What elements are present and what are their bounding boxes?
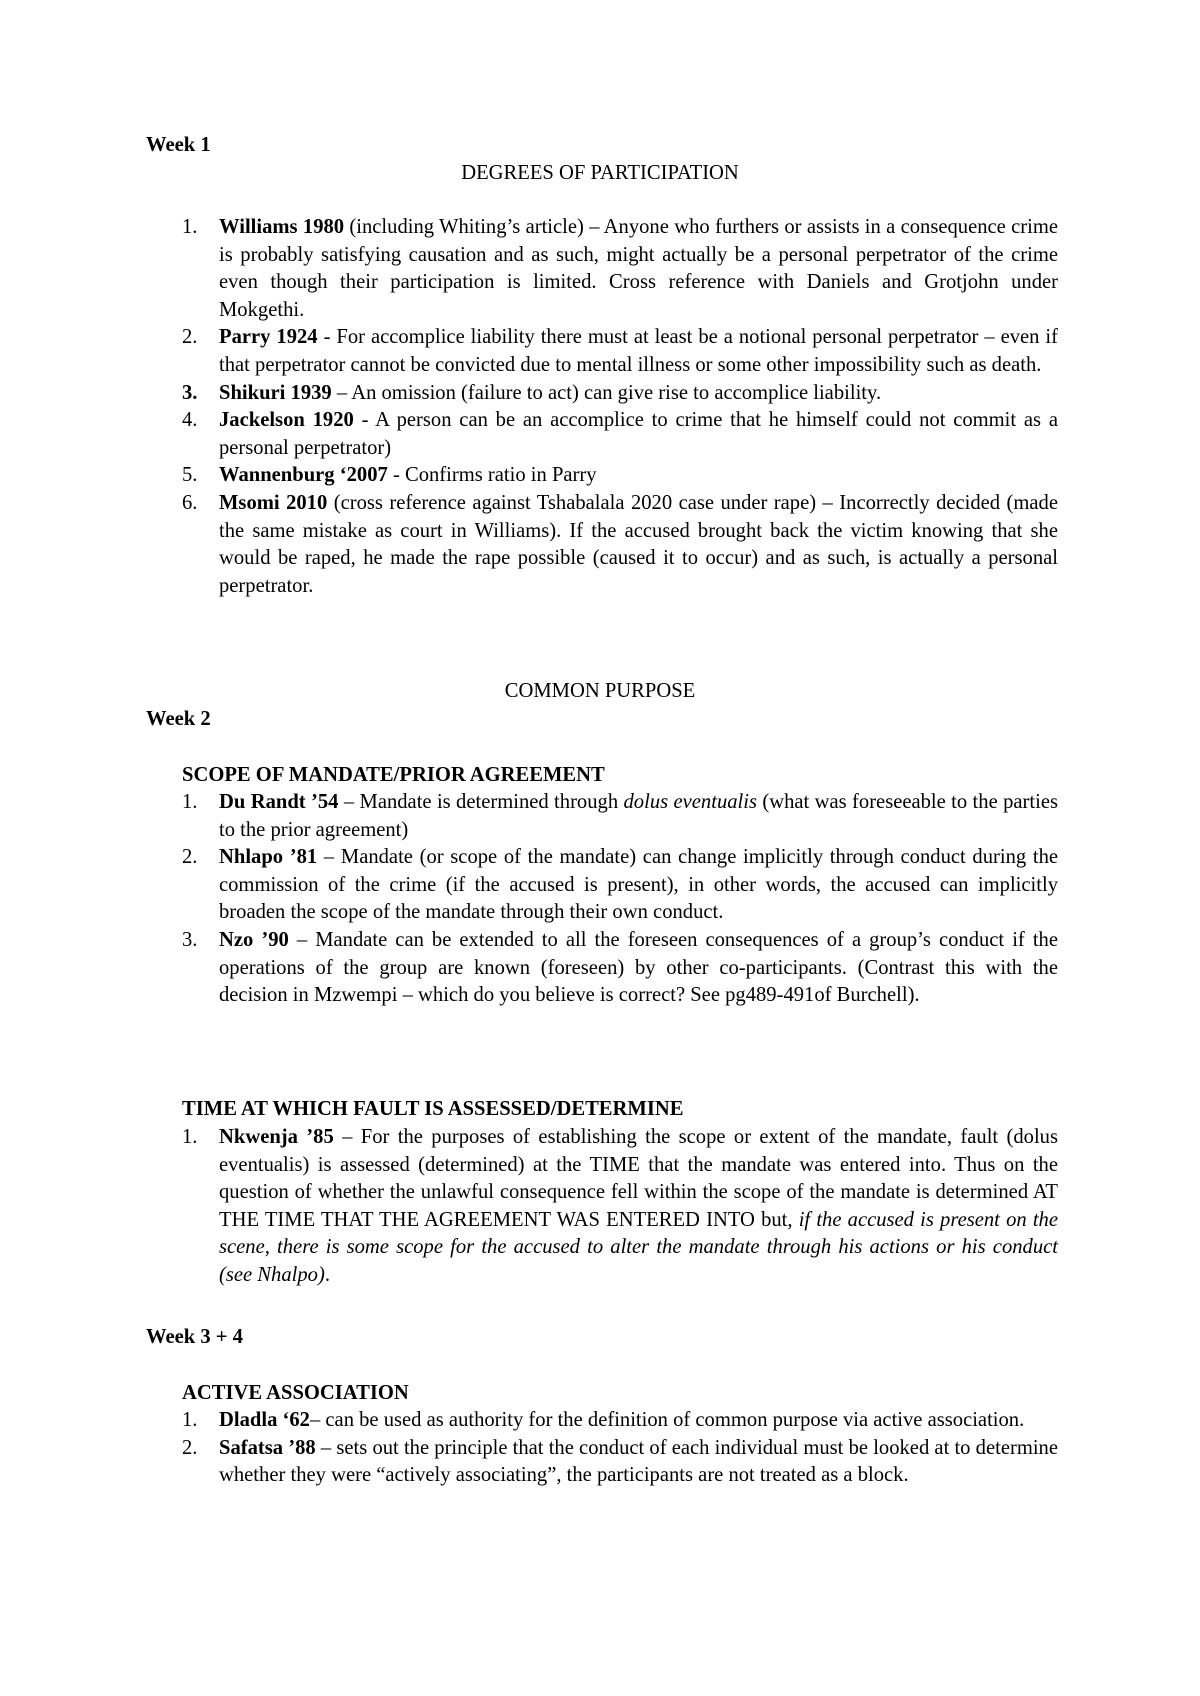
case-name: Williams 1980	[219, 216, 345, 238]
item-text: - Confirms ratio in Parry	[387, 464, 597, 487]
item-number: 4.	[182, 409, 198, 432]
scope-list	[182, 789, 1058, 1010]
active-association-heading: ACTIVE ASSOCIATION	[182, 1382, 409, 1404]
case-name: Safatsa ’88	[219, 1436, 316, 1459]
list-item	[182, 1124, 1058, 1290]
scope-of-mandate-heading: SCOPE OF MANDATE/PRIOR AGREEMENT	[182, 764, 605, 786]
list-item	[182, 214, 1058, 324]
item-number: 1.	[182, 791, 198, 813]
active-association-list	[182, 1407, 1058, 1490]
item-number: 5.	[182, 464, 198, 487]
case-name: Wannenburg ‘2007	[219, 464, 388, 487]
week-3-4-label: Week 3 + 4	[146, 1326, 243, 1348]
list-item	[182, 490, 1058, 600]
case-name: Msomi 2010	[219, 491, 328, 514]
item-number: 3.	[182, 928, 198, 951]
case-name: Parry 1924	[219, 326, 318, 349]
item-text: – sets out the principle that the conduct of each individual must be looked at to determine whether they were “actively associating”, the participants are not treated as a block.	[219, 1436, 1058, 1487]
list-item	[182, 789, 1058, 844]
item-italic-text: if the accused is present on the scene, there is some scope for the accused to alter the mandate through his actions or his conduct (see Nhalpo)	[219, 1208, 1058, 1286]
item-text: - A person can be an accomplice to crime that he himself could not commit as a personal perpetrator)	[219, 409, 1058, 459]
item-number: 1.	[182, 1409, 198, 1431]
item-italic-text: dolus eventualis	[623, 791, 757, 813]
item-number: 2.	[182, 326, 198, 349]
week-2-label: Week 2	[146, 708, 211, 730]
fault-list	[182, 1124, 1058, 1290]
item-number: 2.	[182, 846, 198, 869]
item-text: (including Whiting’s article) – Anyone who furthers or assists in a consequence crime is probably satisfying causation and as such, might actually be a personal perpetrator of the crime even though their participation is limited. Cross reference with Daniels and Grotjohn under Mokgethi.	[219, 216, 1058, 321]
item-text: – Mandate can be extended to all the foreseen consequences of a group’s conduct if the operations of the group are known (foreseen) by other co-participants. (Contrast this with the decision in Mzwempi – which do you believe is correct? See pg489-491of Burchell).	[219, 928, 1058, 1007]
item-number: 6.	[182, 491, 198, 514]
time-of-fault-heading: TIME AT WHICH FAULT IS ASSESSED/DETERMINE	[182, 1098, 684, 1120]
item-text: – Mandate (or scope of the mandate) can change implicitly through conduct during the commission of the crime (if the accused is present), in other words, the accused can implicitly broaden the scope of the mandate through their own conduct.	[219, 846, 1059, 924]
list-item	[182, 324, 1058, 379]
case-name: Nzo ’90	[219, 928, 289, 951]
list-item	[182, 1435, 1058, 1490]
item-text: – can be used as authority for the definition of common purpose via active association.	[309, 1409, 1025, 1431]
case-name: Nhlapo ’81	[219, 846, 318, 869]
item-number: 1.	[182, 216, 198, 238]
list-item	[182, 462, 1058, 490]
case-name: Shikuri 1939	[219, 381, 332, 404]
item-text: – Mandate is determined through	[338, 791, 624, 813]
list-item	[182, 407, 1058, 462]
item-text: (cross reference against Tshabalala 2020 case under rape) – Incorrectly decided (made the same mistake as court in Williams). If the accused brought back the victim knowing that she would be raped, he made the rape possible (caused it to occur) and as such, is actually a personal perpetrator.	[219, 491, 1058, 597]
case-name: Dladla ‘62	[219, 1409, 310, 1431]
case-name: Nkwenja ’85	[219, 1126, 334, 1148]
common-purpose-heading: COMMON PURPOSE	[504, 680, 696, 702]
case-name: Du Randt ’54	[219, 791, 339, 813]
degrees-list	[182, 214, 1058, 600]
item-text: – For the purposes of establishing the scope or extent of the mandate, fault (dolus eventualis) is assessed (determined) at the TIME that the mandate was entered into. Thus on the question of whether the unlawful consequence fell within the scope of the mandate is determined AT THE TIME THAT THE AGREEMENT WAS ENTERED INTO but,	[219, 1126, 1058, 1231]
item-text: – An omission (failure to act) can give rise to accomplice liability.	[331, 381, 882, 404]
case-name: Jackelson 1920	[219, 409, 354, 432]
item-text: - For accomplice liability there must at least be a notional personal perpetrator – even if that perpetrator cannot be convicted due to mental illness or some other impossibility such as death.	[219, 326, 1058, 376]
item-number: 2.	[182, 1436, 198, 1459]
item-text: .	[324, 1263, 330, 1286]
item-number: 1.	[182, 1126, 198, 1148]
list-item	[182, 380, 1058, 408]
list-item	[182, 927, 1058, 1010]
item-text: (what was foreseeable to the parties to the prior agreement)	[219, 791, 1058, 841]
item-number: 3.	[182, 381, 198, 404]
list-item	[182, 1407, 1058, 1435]
week-1-label: Week 1	[146, 134, 211, 156]
list-item	[182, 844, 1058, 927]
degrees-of-participation-heading: DEGREES OF PARTICIPATION	[461, 162, 739, 184]
